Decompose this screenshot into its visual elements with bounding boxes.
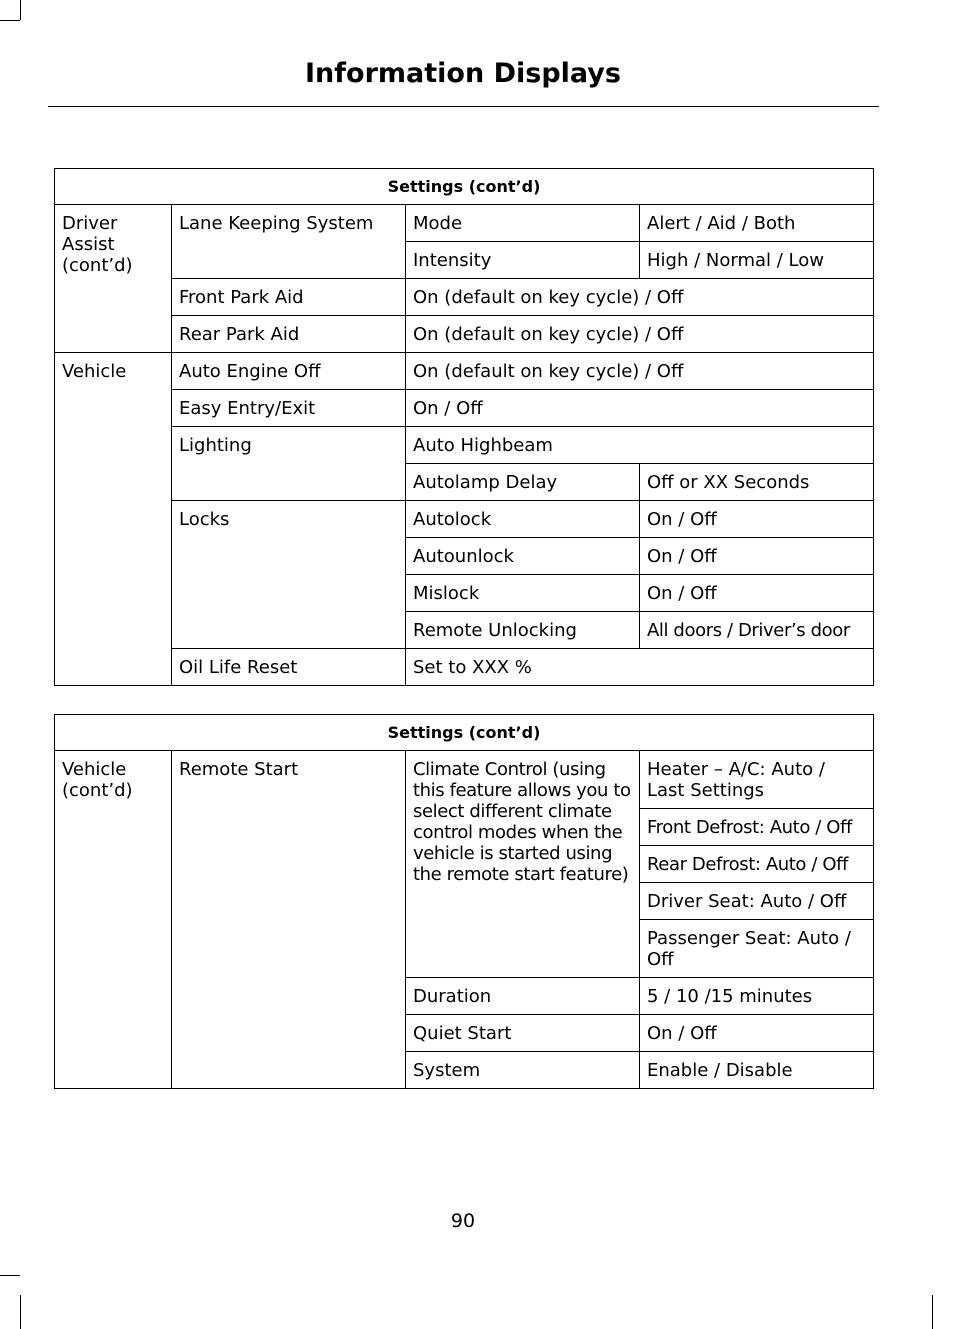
table-header-row [55,715,874,751]
value-cell: On / Off [406,390,874,427]
setting-cell: Auto Engine Off [172,353,406,390]
option-cell: Autolock [406,501,640,538]
value-cell: Set to XXX % [406,649,874,686]
value-cell: Alert / Aid / Both [640,205,874,242]
value-cell: High / Normal / Low [640,242,874,279]
page-number: 90 [450,1210,476,1232]
value-cell: On / Off [640,1015,874,1052]
crop-mark [20,0,21,20]
table-row [55,501,874,538]
table-row [55,427,874,464]
value-cell: On (default on key cycle) / Off [406,279,874,316]
setting-cell: Front Park Aid [172,279,406,316]
setting-cell: Remote Start [172,751,406,1089]
table-row [55,279,874,316]
value-cell: On / Off [640,501,874,538]
table-row [55,205,874,242]
table-row [55,751,874,809]
setting-cell: Lane Keeping System [172,205,406,279]
value-cell: Rear Defrost: Auto / Off [640,846,874,883]
value-cell: Front Defrost: Auto / Off [640,809,874,846]
option-cell: Mode [406,205,640,242]
option-cell: Autounlock [406,538,640,575]
category-cell: Vehicle (cont’d) [55,751,172,1089]
crop-mark [20,1295,21,1329]
crop-mark [0,20,20,21]
option-cell: Autolamp Delay [406,464,640,501]
value-cell: All doors / Driver’s door [640,612,874,649]
option-cell: Duration [406,978,640,1015]
table-row [55,649,874,686]
value-cell: Driver Seat: Auto / Off [640,883,874,920]
option-cell: System [406,1052,640,1089]
value-cell: On (default on key cycle) / Off [406,316,874,353]
value-cell: Off or XX Seconds [640,464,874,501]
setting-cell: Rear Park Aid [172,316,406,353]
setting-cell: Oil Life Reset [172,649,406,686]
table-header: Settings (cont’d) [55,715,874,751]
settings-table-1 [54,168,874,686]
option-cell: Climate Control (using this feature allows you to select different climate control modes when the vehicle is started using the remote start feature) [406,751,640,978]
category-cell: Vehicle [55,353,172,686]
value-cell: On / Off [640,575,874,612]
value-cell: Passenger Seat: Auto / Off [640,920,874,978]
crop-mark [932,1295,933,1329]
option-cell: Auto Highbeam [406,427,874,464]
option-cell: Quiet Start [406,1015,640,1052]
value-cell: Heater – A/C: Auto / Last Settings [640,751,874,809]
table-row [55,316,874,353]
table-header-row [55,169,874,205]
table-row [55,390,874,427]
settings-table-2 [54,714,874,1089]
setting-cell: Lighting [172,427,406,501]
value-cell: 5 / 10 /15 minutes [640,978,874,1015]
page-title: Information Displays [305,58,621,89]
value-cell: On (default on key cycle) / Off [406,353,874,390]
category-cell: Driver Assist (cont’d) [55,205,172,353]
title-divider [48,106,879,107]
crop-mark [0,1275,20,1276]
setting-cell: Easy Entry/Exit [172,390,406,427]
option-cell: Intensity [406,242,640,279]
value-cell: On / Off [640,538,874,575]
table-header: Settings (cont’d) [55,169,874,205]
value-cell: Enable / Disable [640,1052,874,1089]
option-cell: Mislock [406,575,640,612]
option-cell: Remote Unlocking [406,612,640,649]
table-row [55,353,874,390]
setting-cell: Locks [172,501,406,649]
